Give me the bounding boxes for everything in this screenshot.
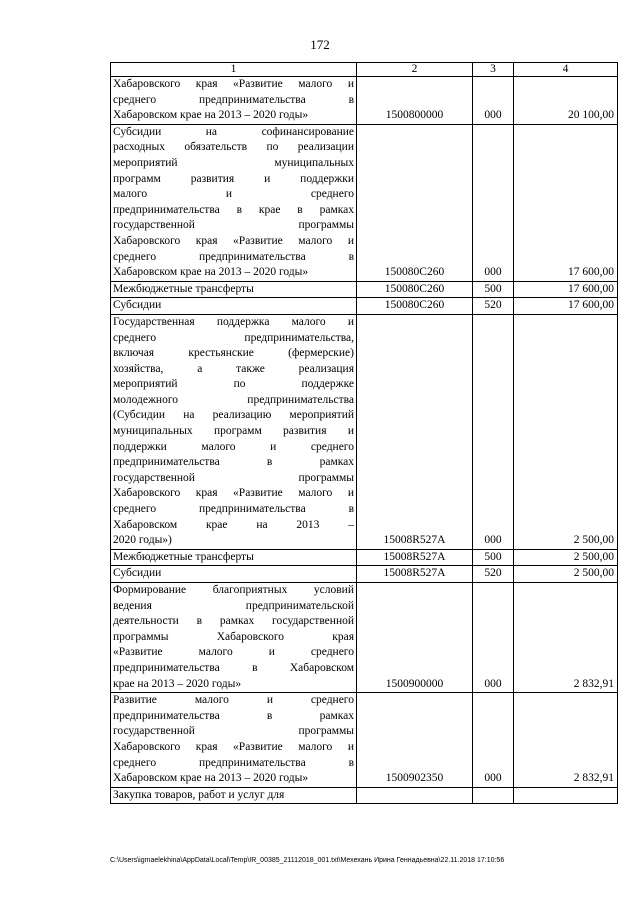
description-line: расходных обязательств по реализации: [113, 141, 354, 154]
description-line: среднего предпринимательства,: [113, 331, 354, 344]
row-amount: 17 600,00: [514, 298, 618, 315]
description-line: Субсидии: [113, 299, 162, 312]
description-line: государственной программы: [113, 219, 354, 232]
table-row: [111, 124, 618, 281]
description-line: государственной программы: [113, 725, 354, 738]
row-expense-type: 520: [473, 566, 514, 583]
description-line: среднего предпринимательства в: [113, 93, 354, 106]
table-row: [111, 281, 618, 298]
description-line: Хабаровского края «Развитие малого и: [113, 234, 354, 247]
description-line: поддержки малого и среднего: [113, 440, 354, 453]
file-path-footer: C:\Users\igmaelekhina\AppData\Local\Temp\IR_00385_21112018_001.txt\Мехехань Ирина Геннадьевна\22.11.2018 17:10:56: [110, 857, 505, 864]
description-line: предпринимательства в Хабаровском: [113, 661, 354, 674]
description-line: ведения предпринимательской: [113, 599, 354, 612]
row-target-code: 150080C260: [357, 281, 473, 298]
row-expense-type: [473, 787, 514, 804]
row-amount: [514, 787, 618, 804]
description-line: среднего предпринимательства в: [113, 503, 354, 516]
description-line: программы Хабаровского края: [113, 630, 354, 643]
row-description: [111, 124, 357, 281]
description-line: предпринимательства в рамках: [113, 456, 354, 469]
row-target-code: 1500900000: [357, 583, 473, 693]
row-amount: 2 500,00: [514, 566, 618, 583]
description-line: Формирование благоприятных условий: [113, 584, 354, 596]
row-target-code: 15008R527A: [357, 314, 473, 549]
table-row: [111, 566, 618, 583]
table-row: [111, 77, 618, 125]
description-line: среднего предпринимательства в: [113, 250, 354, 263]
description-line: Закупка товаров, работ и услуг для: [113, 788, 285, 801]
row-expense-type: 000: [473, 693, 514, 788]
page-number: 172: [310, 37, 330, 52]
description-line: среднего предпринимательства в: [113, 756, 354, 769]
header-cell-4: 4: [514, 63, 618, 77]
description-line: мероприятий по поддержке: [113, 378, 354, 391]
table-body: [111, 63, 618, 804]
description-line: Субсидии на софинансирование: [113, 125, 354, 138]
header-cell-2: 2: [357, 63, 473, 77]
row-description: [111, 549, 357, 566]
description-line: Хабаровского края «Развитие малого и: [113, 78, 354, 90]
description-line: Государственная поддержка малого и: [113, 315, 354, 328]
row-target-code: 15008R527A: [357, 566, 473, 583]
description-line: Субсидии: [113, 567, 162, 580]
description-line: 2020 годы»): [113, 534, 172, 547]
description-line: Хабаровском крае на 2013 – 2020 годы»: [113, 266, 309, 279]
row-amount: 2 500,00: [514, 314, 618, 549]
description-line: Хабаровского края «Развитие малого и: [113, 740, 354, 753]
row-expense-type: 500: [473, 549, 514, 566]
row-expense-type: 000: [473, 583, 514, 693]
row-target-code: 15008R527A: [357, 549, 473, 566]
description-line: Хабаровского края «Развитие малого и: [113, 487, 354, 500]
description-line: программ развития и поддержки: [113, 172, 354, 185]
row-expense-type: 500: [473, 281, 514, 298]
row-expense-type: 000: [473, 314, 514, 549]
row-target-code: 150080C260: [357, 298, 473, 315]
description-line: Развитие малого и среднего: [113, 694, 354, 707]
table-row: [111, 693, 618, 788]
row-target-code: 1500800000: [357, 77, 473, 125]
description-line: молодежного предпринимательства: [113, 393, 354, 406]
row-description: [111, 787, 357, 804]
description-line: малого и среднего: [113, 188, 354, 201]
row-expense-type: 520: [473, 298, 514, 315]
description-line: Хабаровском крае на 2013 – 2020 годы»: [113, 772, 309, 785]
row-amount: 17 600,00: [514, 281, 618, 298]
row-amount: 20 100,00: [514, 77, 618, 125]
row-target-code: 150080C260: [357, 124, 473, 281]
row-amount: 2 832,91: [514, 693, 618, 788]
table-row: [111, 314, 618, 549]
row-target-code: [357, 787, 473, 804]
description-line: деятельности в рамках государственной: [113, 615, 354, 628]
description-line: «Развитие малого и среднего: [113, 646, 354, 659]
description-line: включая крестьянские (фермерские): [113, 347, 354, 360]
description-line: Межбюджетные трансферты: [113, 550, 254, 563]
row-description: [111, 693, 357, 788]
description-line: крае на 2013 – 2020 годы»: [113, 677, 242, 690]
row-description: [111, 566, 357, 583]
description-line: государственной программы: [113, 471, 354, 484]
row-amount: 2 832,91: [514, 583, 618, 693]
table-row: [111, 298, 618, 315]
row-expense-type: 000: [473, 124, 514, 281]
description-line: Хабаровском крае на 2013 –: [113, 518, 354, 531]
description-line: мероприятий муниципальных: [113, 156, 354, 169]
row-description: [111, 77, 357, 125]
description-line: предпринимательства в рамках: [113, 709, 354, 722]
description-line: (Субсидии на реализацию мероприятий: [113, 409, 354, 422]
description-line: хозяйства, а также реализация: [113, 362, 354, 375]
row-description: [111, 583, 357, 693]
row-amount: 2 500,00: [514, 549, 618, 566]
budget-table: [110, 62, 618, 804]
description-line: Хабаровском крае на 2013 – 2020 годы»: [113, 109, 309, 122]
row-expense-type: 000: [473, 77, 514, 125]
description-line: Межбюджетные трансферты: [113, 282, 254, 295]
header-cell-3: 3: [473, 63, 514, 77]
row-description: [111, 314, 357, 549]
description-line: предпринимательства в крае в рамках: [113, 203, 354, 216]
description-line: муниципальных программ развития и: [113, 425, 354, 438]
row-amount: 17 600,00: [514, 124, 618, 281]
row-target-code: 1500902350: [357, 693, 473, 788]
table-row: [111, 549, 618, 566]
header-cell-1: 1: [111, 63, 357, 77]
row-description: [111, 298, 357, 315]
table-row: [111, 787, 618, 804]
row-description: [111, 281, 357, 298]
table-row: [111, 583, 618, 693]
table-header-row: [111, 63, 618, 77]
